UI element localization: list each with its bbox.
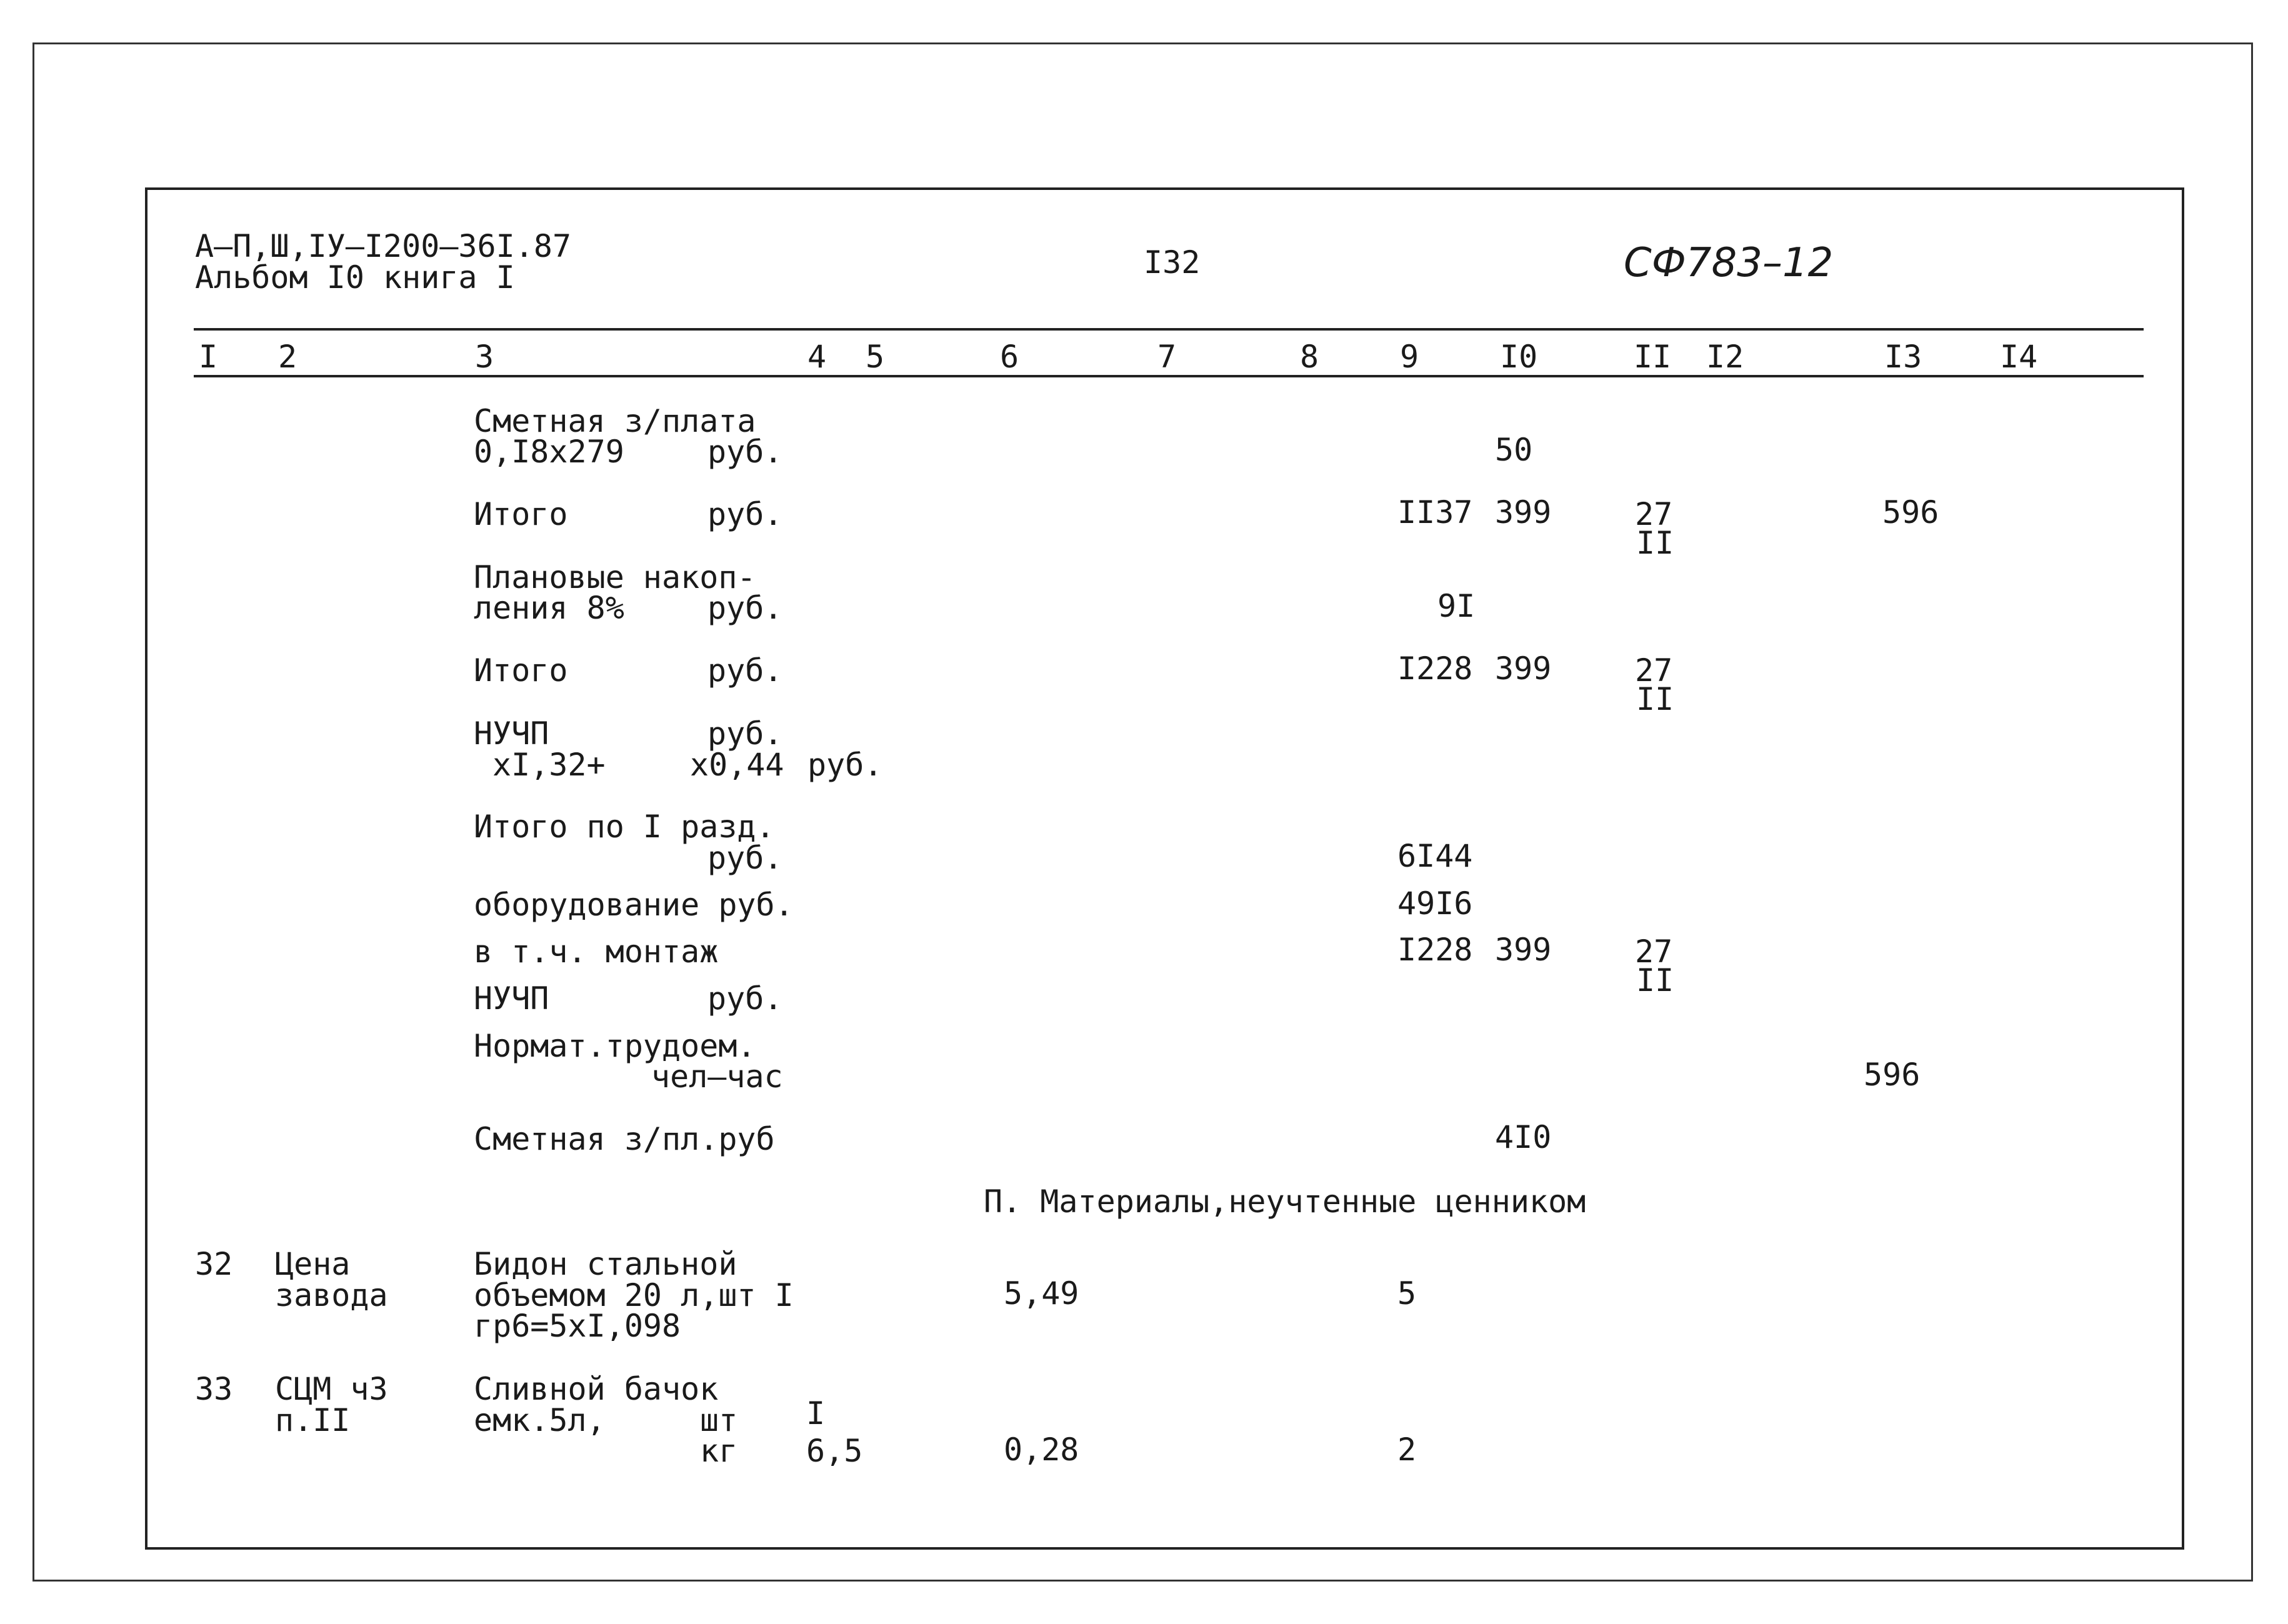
row-unit: руб. — [707, 715, 783, 752]
row-label: Плановые накоп- — [474, 559, 756, 595]
cell-value: 9I — [1437, 588, 1476, 624]
row-unit: руб. — [707, 652, 783, 689]
cell-value: 399 — [1495, 932, 1552, 968]
item-unit: шт — [700, 1402, 738, 1438]
row-unit: чел–час — [651, 1059, 783, 1095]
cell-value: 50 — [1495, 432, 1533, 468]
cell-value: II — [1636, 681, 1674, 717]
cell-value: 399 — [1495, 650, 1552, 687]
item-source: завода — [275, 1277, 388, 1313]
row-unit: руб. — [707, 434, 783, 470]
item-description: емк.5л, — [474, 1402, 606, 1438]
album-label: Альбом I0 книга I — [195, 259, 515, 296]
column-number: 6 — [1000, 339, 1019, 375]
cell-value: 27 — [1635, 652, 1673, 689]
row-formula: х0,44 — [690, 747, 784, 783]
column-number: II — [1634, 339, 1672, 375]
row-unit: руб. — [807, 747, 883, 783]
row-unit: руб. — [707, 840, 783, 876]
item-source: СЦМ ч3 — [275, 1371, 388, 1407]
column-number: 7 — [1157, 339, 1177, 375]
item-quantity: 6,5 — [806, 1433, 863, 1469]
sheet-inner-border — [145, 187, 2184, 1550]
cell-value: I228 — [1397, 650, 1473, 687]
cell-value: 6I44 — [1397, 838, 1473, 874]
item-number: 32 — [195, 1246, 233, 1282]
item-price: 5,49 — [1004, 1275, 1079, 1312]
cell-value: 5 — [1397, 1275, 1417, 1312]
sheet-code: СФ783–12 — [1624, 240, 1834, 286]
column-number: 9 — [1400, 339, 1419, 375]
row-label: Сметная з/плата — [474, 403, 756, 439]
column-number: 8 — [1300, 339, 1319, 375]
column-number: I — [199, 339, 218, 375]
page-number: I32 — [1144, 244, 1201, 281]
column-number: 2 — [278, 339, 297, 375]
item-price: 0,28 — [1004, 1432, 1079, 1468]
cell-value: 2 — [1397, 1432, 1417, 1468]
row-unit: руб. — [707, 496, 783, 532]
row-label: НУЧП — [474, 980, 549, 1017]
cell-value: 596 — [1864, 1057, 1921, 1093]
cell-value: 596 — [1882, 494, 1939, 531]
item-number: 33 — [195, 1371, 233, 1407]
cell-value: 27 — [1635, 496, 1673, 532]
item-unit: кг — [700, 1433, 738, 1469]
row-label: ления 8% — [474, 590, 624, 626]
column-number: I2 — [1706, 339, 1744, 375]
row-label: в т.ч. монтаж — [474, 934, 719, 970]
column-number: 3 — [475, 339, 494, 375]
row-unit: руб. — [707, 590, 783, 626]
row-label: Нормат.трудоем. — [474, 1028, 756, 1064]
cell-value: I228 — [1397, 932, 1473, 968]
column-number: I0 — [1500, 339, 1538, 375]
header-rule-bottom — [194, 375, 2144, 377]
item-quantity: I — [806, 1395, 826, 1432]
column-number: 5 — [866, 339, 885, 375]
row-formula: 0,I8х279 — [474, 434, 624, 470]
cell-value: II37 — [1397, 494, 1473, 531]
cell-value: 49I6 — [1397, 885, 1473, 922]
row-label: оборудование руб. — [474, 887, 794, 923]
row-label: Итого — [474, 652, 568, 689]
cell-value: 27 — [1635, 934, 1673, 970]
cell-value: II — [1636, 525, 1674, 561]
row-label: Итого по I разд. — [474, 809, 775, 845]
item-source: Цена — [275, 1246, 351, 1282]
document-code: А–П,Ш,IУ–I200–36I.87 — [195, 228, 572, 264]
header-rule-top — [194, 328, 2144, 331]
column-number: I4 — [2000, 339, 2038, 375]
row-formula: хI,32+ — [492, 747, 606, 783]
cell-value: 399 — [1495, 494, 1552, 531]
item-description: гр6=5хI,098 — [474, 1308, 681, 1344]
row-label: Сметная з/пл.руб — [474, 1121, 775, 1157]
item-description: объемом 20 л,шт I — [474, 1277, 794, 1313]
item-description: Бидон стальной — [474, 1246, 737, 1282]
row-label: НУЧП — [474, 715, 549, 752]
item-description: Сливной бачок — [474, 1371, 719, 1407]
row-label: Итого — [474, 496, 568, 532]
section-title: П. Материалы,неучтенные ценником — [984, 1183, 1586, 1220]
item-source: п.II — [275, 1402, 351, 1438]
column-number: 4 — [807, 339, 827, 375]
cell-value: II — [1636, 962, 1674, 999]
row-unit: руб. — [707, 980, 783, 1017]
cell-value: 4I0 — [1495, 1119, 1552, 1155]
column-number: I3 — [1884, 339, 1922, 375]
